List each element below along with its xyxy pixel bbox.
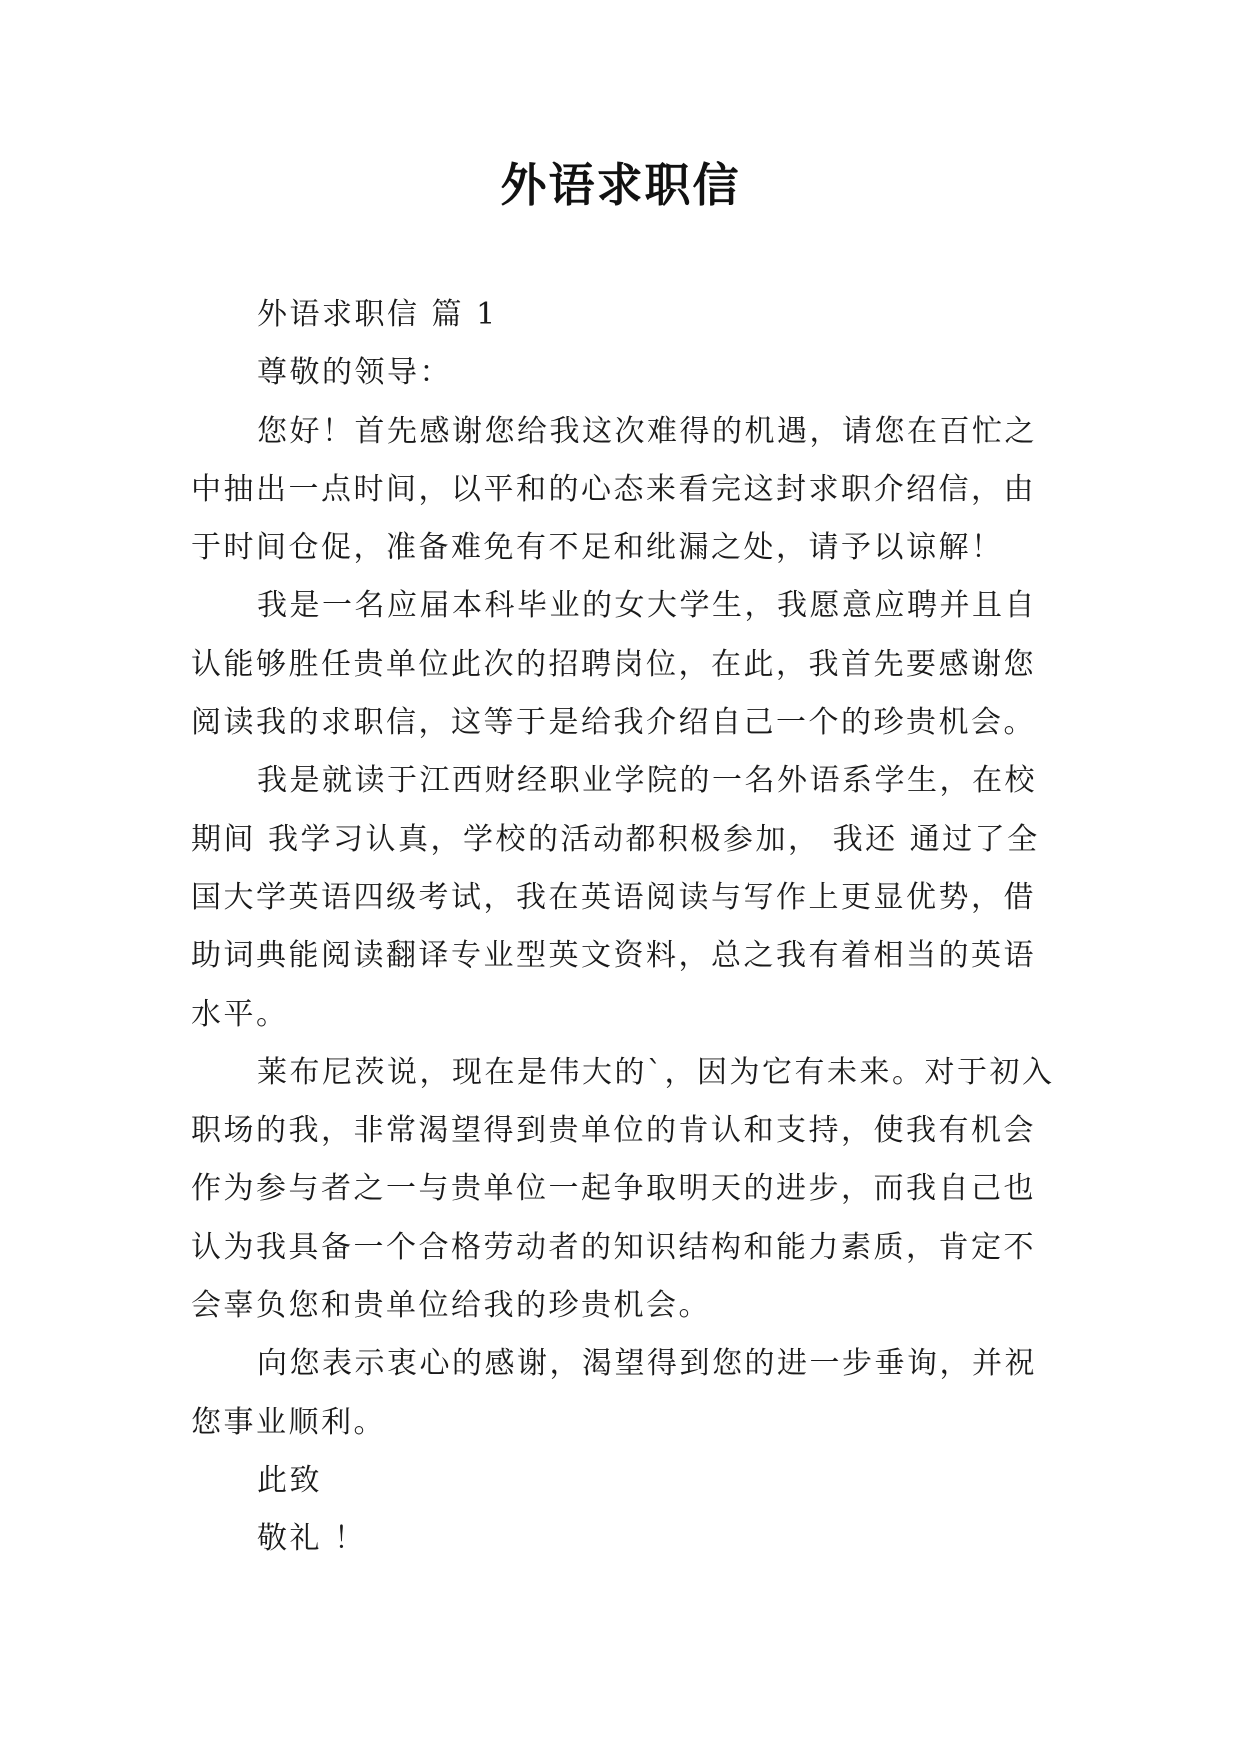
section-heading: 外语求职信 篇 1 [257, 297, 498, 332]
paragraph-education: 我是就读于江西财经职业学院的一名外语系学生，在校期间 我学习认真，学校的活动都积极参加， 我还 通过了全国大学英语四级考试，我在英语阅读与写作上更显优势，借助词典能阅读翻译专业型英文资料，总之我有着相当的英语水平。 [191, 763, 1040, 1032]
paragraph-thanks: 向您表示衷心的感谢，渴望得到您的进一步垂询，并祝您事业顺利。 [191, 1346, 1037, 1440]
salutation: 尊敬的领导： [257, 355, 452, 391]
paragraph-motivation: 莱布尼茨说，现在是伟大的`，因为它有未来。对于初入职场的我，非常渴望得到贵单位的肯认和支持，使我有机会作为参与者之一与贵单位一起争取明天的进步，而我自己也认为我具备一个合格劳动者的知识结构和能力素质，肯定不会辜负您和贵单位给我的珍贵机会。 [191, 1054, 1055, 1324]
document-body [191, 286, 1061, 1569]
document-title: 外语求职信 [500, 158, 741, 212]
closing-line-2: 敬礼 ！ [257, 1521, 367, 1557]
paragraph-introduction: 我是一名应届本科毕业的女大学生，我愿意应聘并且自认能够胜任贵单位此次的招聘岗位，在此，我首先要感谢您阅读我的求职信，这等于是给我介绍自己一个的珍贵机会。 [191, 588, 1037, 741]
closing-line-1: 此致 [257, 1462, 322, 1498]
paragraph-greeting: 您好！首先感谢您给我这次难得的机遇，请您在百忙之中抽出一点时间，以平和的心态来看完这封求职介绍信，由于时间仓促，准备难免有不足和纰漏之处，请予以谅解！ [191, 413, 1037, 566]
